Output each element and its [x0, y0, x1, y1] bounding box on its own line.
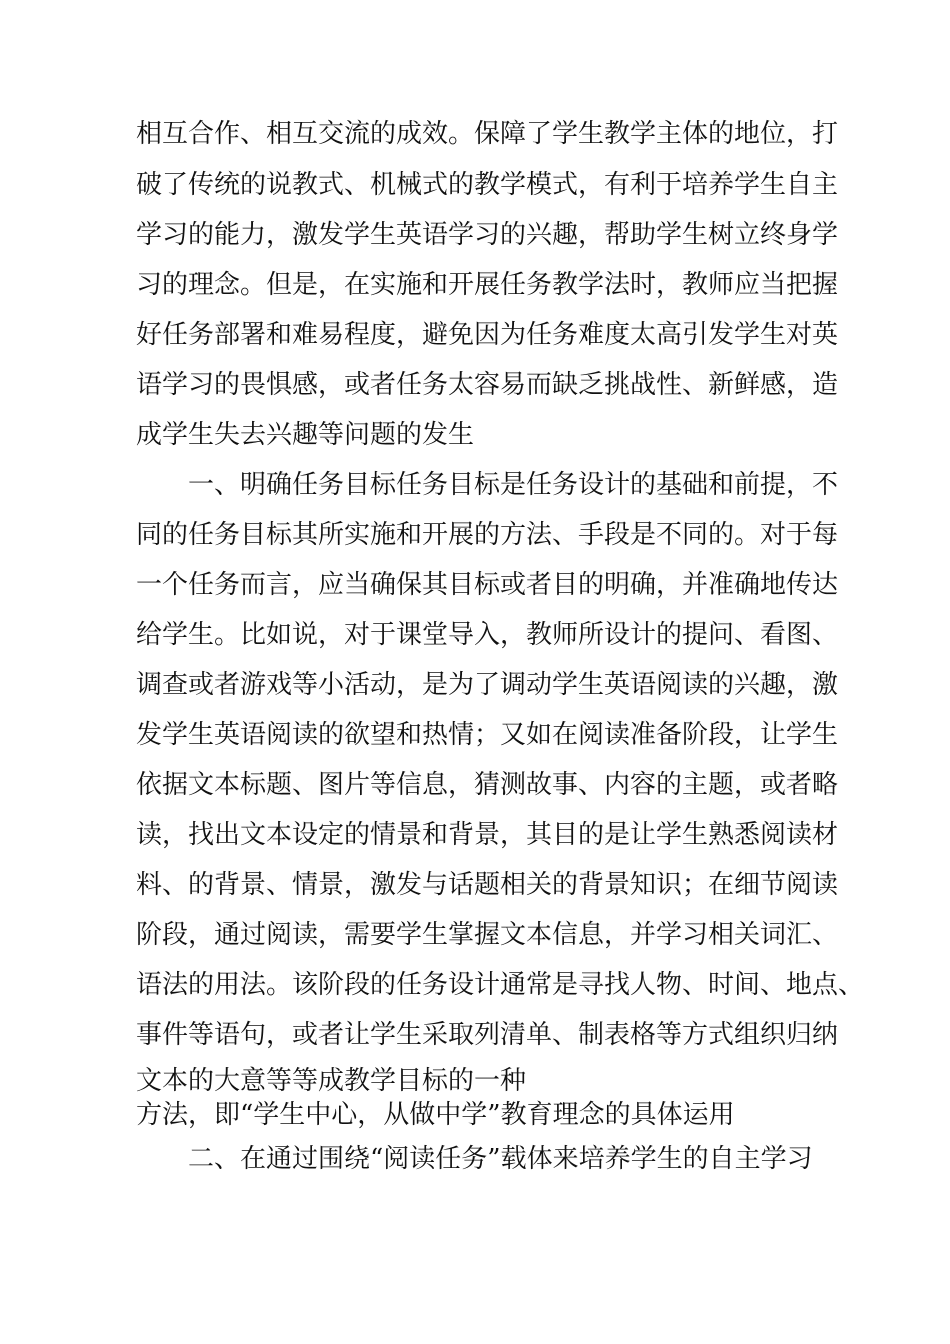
- text-line: 读，找出文本设定的情景和背景，其目的是让学生熟悉阅读材: [136, 820, 839, 850]
- text-line: 方法，即“学生中心，从做中学”教育理念的具体运用: [136, 1100, 735, 1130]
- text-line: 调查或者游戏等小活动，是为了调动学生英语阅读的兴趣，激: [136, 670, 839, 700]
- text-line: 破了传统的说教式、机械式的教学模式，有利于培养学生自主: [136, 170, 839, 200]
- text-line: 文本的大意等等成教学目标的一种: [136, 1066, 527, 1096]
- text-line: 同的任务目标其所实施和开展的方法、手段是不同的。对于每: [136, 520, 839, 550]
- text-line: 给学生。比如说，对于课堂导入，教师所设计的提问、看图、: [136, 620, 839, 650]
- text-line: 语学习的畏惧感，或者任务太容易而缺乏挑战性、新鲜感，造: [136, 370, 839, 400]
- text-line: 一个任务而言，应当确保其目标或者目的明确，并准确地传达: [136, 570, 839, 600]
- text-line: 料、的背景、情景，激发与话题相关的背景知识；在细节阅读: [136, 870, 839, 900]
- text-line: 依据文本标题、图片等信息，猜测故事、内容的主题，或者略: [136, 770, 839, 800]
- text-line: 学习的能力，激发学生英语学习的兴趣，帮助学生树立终身学: [136, 220, 839, 250]
- text-line: 好任务部署和难易程度，避免因为任务难度太高引发学生对英: [136, 320, 839, 350]
- text-line: 成学生失去兴趣等问题的发生: [136, 420, 475, 450]
- text-line: 发学生英语阅读的欲望和热情；又如在阅读准备阶段，让学生: [136, 720, 839, 750]
- text-line: 事件等语句，或者让学生采取列清单、制表格等方式组织归纳: [136, 1020, 839, 1050]
- text-line: 一、明确任务目标任务目标是任务设计的基础和前提，不: [188, 470, 839, 500]
- text-line: 相互合作、相互交流的成效。保障了学生教学主体的地位，打: [136, 119, 839, 149]
- text-line: 语法的用法。该阶段的任务设计通常是寻找人物、时间、地点、: [136, 970, 865, 1000]
- text-line: 二、在通过围绕“阅读任务”载体来培养学生的自主学习: [188, 1144, 813, 1174]
- text-line: 习的理念。但是，在实施和开展任务教学法时，教师应当把握: [136, 270, 839, 300]
- text-line: 阶段，通过阅读，需要学生掌握文本信息，并学习相关词汇、: [136, 920, 839, 950]
